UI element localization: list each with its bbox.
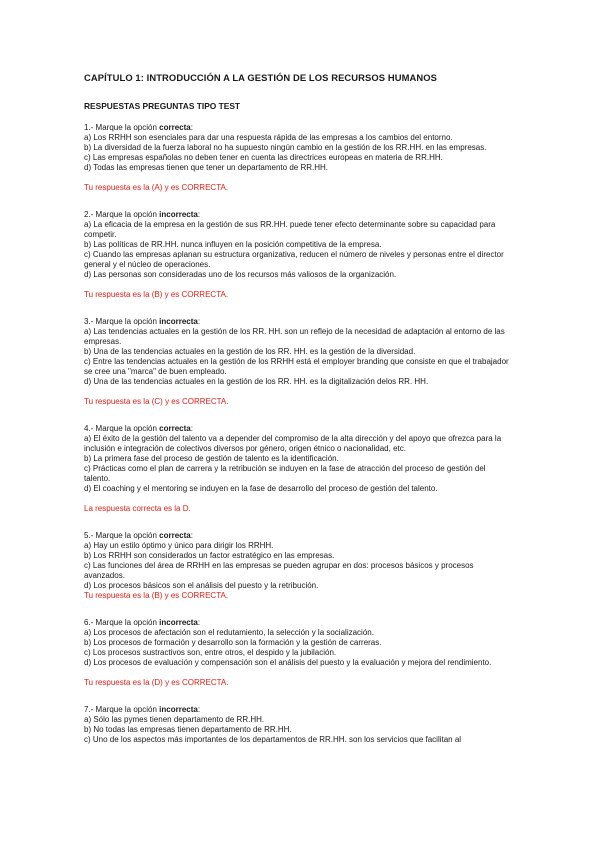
- answer-option: c) Los procesos sustractivos son, entre otros, el despido y la jubilación.: [84, 648, 337, 657]
- question-prefix: 3.- Marque la opción: [84, 317, 160, 326]
- question-keyword: correcta: [159, 531, 191, 540]
- answer-option: b) Una de las tendencias actuales en la gestión de los RR. HH. es la gestión de la diversidad.: [84, 347, 416, 356]
- question-keyword: incorrecta: [159, 210, 198, 219]
- answer-option: c) Prácticas como el plan de carrera y la retribución se induyen en la fase de atracción del proceso de gestión del talento.: [84, 464, 486, 483]
- question-prefix: 2.- Marque la opción: [84, 210, 160, 219]
- answer-feedback: Tu respuesta es la (D) y es CORRECTA.: [84, 678, 229, 687]
- answer-option: b) No todas las empresas tienen departamento de RR.HH.: [84, 725, 292, 734]
- document-content: [84, 72, 514, 745]
- question-block: [84, 705, 514, 745]
- chapter-title: CAPÍTULO 1: INTRODUCCIÓN A LA GESTIÓN DE LOS RECURSOS HUMANOS: [84, 72, 437, 83]
- question-stem: [84, 618, 514, 628]
- question-block: [84, 531, 514, 601]
- answer-feedback: Tu respuesta es la (B) y es CORRECTA.: [84, 591, 229, 600]
- question-block: [84, 317, 514, 407]
- answer-feedback: La respuesta correcta es la D.: [84, 504, 191, 513]
- question-prefix: 7.- Marque la opción: [84, 705, 160, 714]
- answer-option: a) El éxito de la gestión del talento va a depender del compromiso de la alta dirección y del apoyo que ofrezca para la inclusión e integración de colectivos diversos por género, origen étnico o nacionalidad, etc.: [84, 434, 502, 453]
- answer-option: a) Sólo las pymes tienen departamento de RR.HH.: [84, 715, 265, 724]
- question-prefix: 6.- Marque la opción: [84, 618, 160, 627]
- answer-option: b) Los procesos de formación y desarrollo son la formación y la gestión de carreras.: [84, 638, 382, 647]
- question-keyword: incorrecta: [159, 705, 198, 714]
- answer-option: d) Las personas son consideradas uno de los recursos más valiosos de la organización.: [84, 270, 397, 279]
- answer-option: a) La eficacia de la empresa en la gestión de sus RR.HH. puede tener efecto determinante sobre su capacidad para competir.: [84, 220, 496, 239]
- question-suffix: :: [190, 123, 193, 132]
- question-keyword: correcta: [159, 424, 191, 433]
- answer-option: a) Los procesos de afectación son el redutamiento, la selección y la socialización.: [84, 628, 374, 637]
- answer-option: c) Las funciones del área de RRHH en las empresas se pueden agrupar en dos: procesos básicos y procesos avanzados.: [84, 561, 474, 580]
- question-suffix: :: [197, 705, 201, 714]
- question-prefix: 5.- Marque la opción: [84, 531, 160, 540]
- question-keyword: incorrecta: [159, 317, 198, 326]
- question-suffix: :: [190, 424, 193, 433]
- question-list: [84, 123, 514, 745]
- question-block: [84, 424, 514, 514]
- answer-feedback: Tu respuesta es la (B) y es CORRECTA.: [84, 290, 229, 299]
- question-suffix: :: [197, 210, 201, 219]
- question-keyword: correcta: [159, 123, 191, 132]
- question-keyword: incorrecta: [159, 618, 198, 627]
- question-stem: [84, 424, 514, 434]
- question-suffix: :: [190, 531, 193, 540]
- question-block: [84, 123, 514, 193]
- answer-option: c) Las empresas españolas no deben tener en cuenta las directrices europeas en materia de RR.HH.: [84, 153, 443, 162]
- question-stem: [84, 705, 514, 715]
- question-prefix: 4.- Marque la opción: [84, 424, 160, 433]
- answer-option: b) Las políticas de RR.HH. nunca influyen en la posición competitiva de la empresa.: [84, 240, 382, 249]
- answer-option: a) Hay un estilo óptimo y único para dirigir los RRHH.: [84, 541, 274, 550]
- answer-option: c) Cuando las empresas aplanan su estructura organizativa, reducen el número de niveles y personas entre el director general y el núcleo de operaciones.: [84, 250, 504, 269]
- answer-option: d) Una de las tendencias actuales en la gestión de los RR. HH. es la digitalización delos RR. HH.: [84, 377, 429, 386]
- answer-option: d) Los procesos de evaluación y compensación son el análisis del puesto y la evaluación y mejora del rendimiento.: [84, 658, 492, 667]
- question-stem: [84, 317, 514, 327]
- answer-option: b) La primera fase del proceso de gestión de talento es la identificación.: [84, 454, 339, 463]
- question-prefix: 1.- Marque la opción: [84, 123, 160, 132]
- answer-option: d) El coaching y el mentoring se induyen en la fase de desarrollo del proceso de gestión del talento.: [84, 484, 438, 493]
- question-block: [84, 618, 514, 688]
- answer-option: b) Los RRHH son considerados un factor estratégico en las empresas.: [84, 551, 335, 560]
- question-stem: [84, 123, 514, 133]
- answer-feedback: Tu respuesta es la (A) y es CORRECTA.: [84, 183, 229, 192]
- question-suffix: :: [197, 317, 201, 326]
- answer-option: b) La diversidad de la fuerza laboral no ha supuesto ningún cambio en la gestión de los RR.HH. en las empresas.: [84, 143, 487, 152]
- answer-option: d) Todas las empresas tienen que tener un departamento de RR.HH.: [84, 163, 328, 172]
- question-stem: [84, 531, 514, 541]
- answer-option: a) Las tendencias actuales en la gestión de los RR. HH. son un reflejo de la necesidad de adaptación al entorno de las empresas.: [84, 327, 505, 346]
- answer-option: c) Entre las tendencias actuales en la gestión de los RRHH está el employer branding que consiste en que el trabajador se cree una "marca" de buen empleado.: [84, 357, 509, 376]
- answer-option: c) Uno de los aspectos más importantes de los departamentos de RR.HH. son los servicios que facilitan al: [84, 735, 462, 744]
- question-stem: [84, 210, 514, 220]
- question-suffix: :: [197, 618, 201, 627]
- answer-option: d) Los procesos básicos son el análisis del puesto y la retribución.: [84, 581, 319, 590]
- answer-feedback: Tu respuesta es la (C) y es CORRECTA.: [84, 397, 229, 406]
- section-title: RESPUESTAS PREGUNTAS TIPO TEST: [84, 101, 241, 111]
- question-block: [84, 210, 514, 300]
- answer-option: a) Los RRHH son esenciales para dar una respuesta rápida de las empresas a los cambios del entorno.: [84, 133, 453, 142]
